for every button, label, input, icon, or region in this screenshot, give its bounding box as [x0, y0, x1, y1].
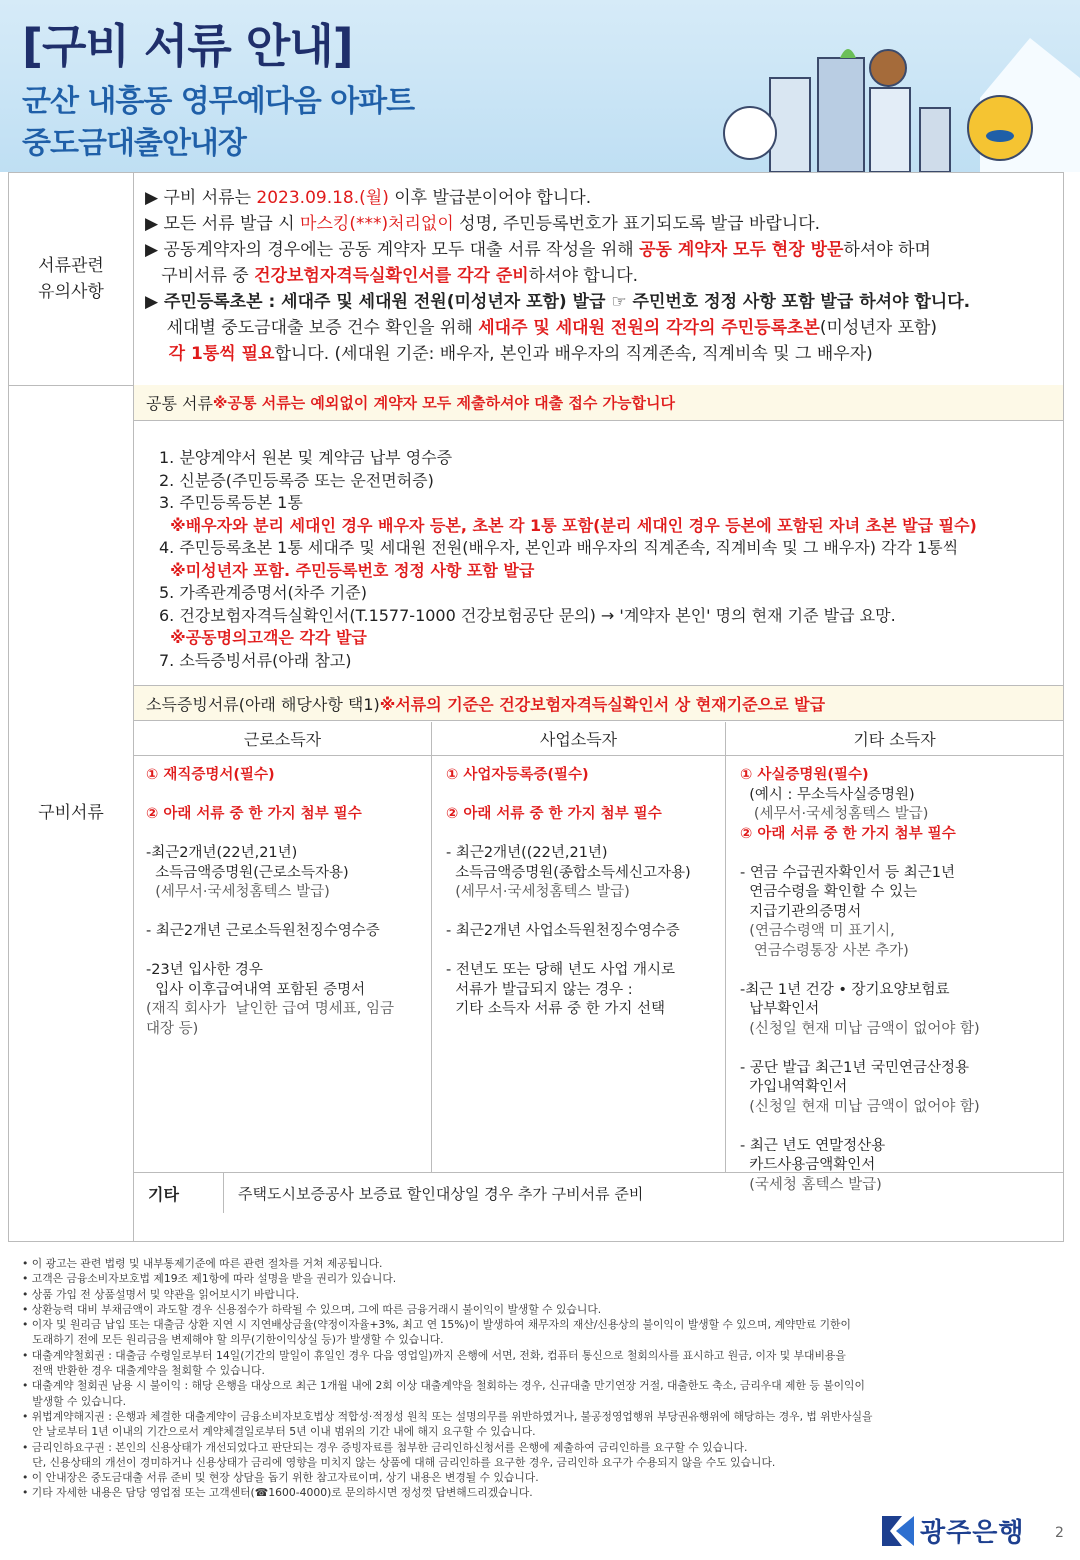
business-doc-line: ① 사업자등록증(필수) — [446, 767, 589, 783]
notice-line-6: 세대별 중도금대출 보증 건수 확인을 위해 세대주 및 세대원 전원의 각각의 주민등록초본(미성년자 포함) — [145, 318, 938, 338]
business-doc-line: 서류가 발급되지 않는 경우 : — [446, 981, 633, 998]
other-doc-line: 가입내역확인서 — [740, 1079, 848, 1095]
page-number: 2 — [1055, 1525, 1064, 1541]
common-doc-item: 1. 분양계약서 원본 및 계약금 납부 영수증 — [159, 448, 453, 467]
other-doc-line: (예시 : 무소득사실증명원) — [740, 786, 915, 803]
other-docs — [740, 766, 980, 1195]
common-docs-list — [159, 447, 977, 672]
business-doc-line — [446, 825, 691, 845]
footer-line: • 이 안내장은 중도금대출 서류 준비 및 현장 상담을 돕기 위한 참고자료이며, 상기 내용은 변경될 수 있습니다. — [22, 1471, 539, 1485]
etc-row — [134, 1173, 1063, 1213]
other-doc-line: (신청일 현재 미납 금액이 없어야 함) — [740, 1098, 980, 1115]
employee-doc-line: (세무서·국세청홈텍스 발급) — [146, 884, 330, 900]
employee-doc-line — [146, 942, 394, 962]
business-doc-line — [446, 942, 691, 962]
common-doc-item: 2. 신분증(주민등록증 또는 운전면허증) — [159, 470, 434, 490]
other-doc-line — [740, 961, 980, 981]
common-docs-bar: 공통 서류 ※공통 서류는 예외없이 계약자 모두 제출하셔야 대출 접수 가능합니다 — [134, 385, 1063, 421]
common-doc-item: ※미성년자 포함. 주민등록번호 정정 사항 포함 발급 — [159, 560, 535, 580]
footer-line: • 대출계약 철회권 남용 시 불이익 : 해당 은행을 대상으로 최근 1개월 내에 2회 이상 대출계약을 철회하는 경우, 신규대출 만기연장 거절, 대출한도 축소, 금리우대 제한 등 불이익이 — [22, 1379, 865, 1393]
employee-doc-line: -23년 입사한 경우 — [146, 962, 263, 978]
docs-row — [9, 385, 1063, 1241]
footer-line: 단, 신용상태의 개선이 경미하거나 신용상태가 금리에 영향을 미치지 않는 상품에 대해 금리인하를 요구한 경우, 금리인하 요구가 수용되지 않을 수도 있습니다. — [22, 1455, 776, 1469]
other-doc-line: 연금수령통장 사본 추가) — [740, 942, 909, 959]
income-docs-bar: 소득증빙서류(아래 해당사항 택1) ※서류의 기준은 건강보험자격득실확인서 상 현재기준으로 발급 — [134, 685, 1063, 721]
other-doc-line: - 연금 수급권자확인서 등 최근1년 — [740, 864, 955, 881]
other-doc-line: 지급기관의증명서 — [740, 903, 862, 920]
other-doc-line: (연금수령액 미 표기시, — [740, 923, 895, 939]
notice-line-4: 구비서류 중 건강보험자격득실확인서를 각각 준비하셔야 합니다. — [145, 266, 639, 286]
footer-line: • 금리인하요구권 : 본인의 신용상태가 개선되었다고 판단되는 경우 증빙자료를 첨부한 금리인하신청서를 은행에 제출하여 금리인하를 요구할 수 있습니다. — [22, 1440, 748, 1454]
employee-doc-line: ① 재직증명서(필수) — [146, 767, 275, 783]
employee-doc-line: 소득금액증명원(근로소득자용) — [146, 864, 349, 881]
employee-doc-line — [146, 903, 394, 923]
business-doc-line: ② 아래 서류 중 한 가지 첨부 필수 — [446, 806, 662, 822]
notice-line-5: ▶ 주민등록초본 : 세대주 및 세대원 전원(미성년자 포함) 발급 ☞ 주민번호 정정 사항 포함 발급 하셔야 합니다. — [145, 292, 971, 312]
disclaimer-footer — [22, 1256, 1022, 1501]
col-header-business: 사업소득자 — [432, 722, 726, 756]
business-doc-line: - 최근2개년 사업소득원천징수영수증 — [446, 923, 680, 939]
col-header-employee: 근로소득자 — [134, 722, 432, 756]
footer-line: • 상환능력 대비 부채금액이 과도할 경우 신용점수가 하락될 수 있으며, 그에 따른 금융거래시 불이익이 발생할 수 있습니다. — [22, 1302, 602, 1316]
common-doc-item: 3. 주민등록등본 1통 — [159, 493, 303, 512]
other-doc-line: 연금수령을 확인할 수 있는 — [740, 884, 918, 900]
business-doc-line: 기타 소득자 서류 중 한 가지 선택 — [446, 1001, 665, 1017]
other-doc-line — [740, 1039, 980, 1059]
employee-doc-line: (재직 회사가 날인한 급여 명세표, 임금 — [146, 1001, 395, 1017]
business-docs — [446, 766, 691, 1020]
other-doc-line: (신청일 현재 미납 금액이 없어야 함) — [740, 1020, 980, 1037]
other-doc-line: (세무서·국세청홈텍스 발급) — [740, 806, 929, 822]
notice-list — [145, 185, 970, 367]
other-doc-line: 카드사용금액확인서 — [740, 1157, 876, 1173]
common-doc-item: 7. 소득증빙서류(아래 참고) — [159, 650, 352, 670]
page-title: [구비 서류 안내] — [22, 19, 353, 73]
col-divider-2 — [725, 756, 726, 1172]
footer-line: • 상품 가입 전 상품설명서 및 약관을 읽어보시기 바랍니다. — [22, 1287, 300, 1301]
bank-logo — [882, 1512, 1024, 1549]
etc-text: 주택도시보증공사 보증료 할인대상일 경우 추가 구비서류 준비 — [238, 1184, 644, 1203]
footer-line: • 위법계약해지권 : 은행과 체결한 대출계약이 금융소비자보호법상 적합성·적정성 원칙 또는 설명의무를 위반하였거나, 불공정영업행위 부당권유행위에 해당하는 경우, 법 위반사실을 — [22, 1409, 873, 1423]
business-doc-line: - 전년도 또는 당해 년도 사업 개시로 — [446, 962, 675, 978]
notice-row — [9, 173, 1063, 386]
other-doc-line: ① 사실증명원(필수) — [740, 767, 869, 783]
footer-line: 발생할 수 있습니다. — [22, 1394, 127, 1408]
business-doc-line: 소득금액증명원(종합소득세신고자용) — [446, 864, 691, 881]
employee-docs — [146, 766, 394, 1039]
notice-line-2: ▶ 모든 서류 발급 시 마스킹(***)처리없이 성명, 주민등록번호가 표기되도록 발급 바랍니다. — [145, 214, 821, 234]
notice-label: 서류관련 유의사항 — [9, 173, 134, 385]
business-doc-line: (세무서·국세청홈텍스 발급) — [446, 884, 630, 900]
doc-subtitle: 중도금대출안내장 — [22, 126, 246, 161]
business-doc-line — [446, 786, 691, 806]
other-doc-line: (국세청 홈텍스 발급) — [740, 1176, 882, 1193]
col-divider-1 — [431, 756, 432, 1172]
apartment-name: 군산 내흥동 영무예다음 아파트 — [22, 84, 415, 119]
common-doc-item: ※배우자와 분리 세대인 경우 배우자 등본, 초본 각 1통 포함(분리 세대인 경우 등본에 포함된 자녀 초본 발급 필수) — [159, 515, 977, 535]
other-doc-line: ② 아래 서류 중 한 가지 첨부 필수 — [740, 825, 956, 842]
footer-line: • 고객은 금융소비자보호법 제19조 제1항에 따라 설명을 받을 권리가 있습니다. — [22, 1272, 397, 1286]
employee-doc-line: -최근2개년(22년,21년) — [146, 845, 298, 861]
notice-line-7: 각 1통씩 필요합니다. (세대원 기준: 배우자, 본인과 배우자의 직계존속, 직계비속 및 그 배우자) — [145, 344, 873, 364]
footer-line: 전액 반환한 경우 대출계약을 철회할 수 있습니다. — [22, 1364, 265, 1378]
common-doc-item: 6. 건강보험자격득실확인서(T.1577-1000 건강보험공단 문의) → '계약자 본인' 명의 현재 기준 발급 요망. — [159, 605, 896, 625]
bank-name: 광주은행 — [920, 1518, 1025, 1548]
employee-doc-line: 대장 등) — [146, 1020, 199, 1037]
mascot-city-illustration — [690, 18, 1080, 172]
docs-label: 구비서류 — [9, 385, 134, 1241]
employee-doc-line: ② 아래 서류 중 한 가지 첨부 필수 — [146, 806, 362, 822]
notice-line-1: ▶ 구비 서류는 2023.09.18.(월) 이후 발급분이어야 합니다. — [145, 188, 592, 208]
other-doc-line: -최근 1년 건강 • 장기요양보험료 — [740, 981, 950, 998]
employee-doc-line: - 최근2개년 근로소득원천징수영수증 — [146, 923, 380, 939]
notice-line-3: ▶ 공동계약자의 경우에는 공동 계약자 모두 대출 서류 작성을 위해 공동 계약자 모두 현장 방문하셔야 하며 — [145, 240, 931, 260]
common-doc-item: 5. 가족관계증명서(차주 기준) — [159, 583, 367, 602]
header-banner — [0, 0, 1080, 172]
document-table — [8, 172, 1064, 1242]
bank-logo-icon — [882, 1516, 914, 1546]
other-doc-line: - 최근 년도 연말정산용 — [740, 1137, 886, 1154]
etc-label: 기타 — [134, 1173, 224, 1213]
employee-doc-line — [146, 825, 394, 845]
common-doc-item: ※공동명의고객은 각각 발급 — [159, 628, 367, 647]
other-doc-line: - 공단 발급 최근1년 국민연금산정용 — [740, 1059, 969, 1076]
other-doc-line: 납부확인서 — [740, 1001, 820, 1017]
other-doc-line — [740, 844, 980, 864]
other-doc-line — [740, 1117, 980, 1137]
business-doc-line — [446, 903, 691, 923]
footer-line: • 이자 및 원리금 납입 또는 대출금 상환 지연 시 지연배상금율(약정이자율+3%, 최고 연 15%)이 발생하여 채무자의 재산/신용상의 불이익이 발생할 수 있으며, 계약만료 기한이 — [22, 1318, 851, 1332]
employee-doc-line: 입사 이후급여내역 포함된 증명서 — [146, 981, 366, 998]
footer-line: 도래하기 전에 모든 원리금을 변제해야 할 의무(기한이익상실 등)가 발생할 수 있습니다. — [22, 1333, 444, 1347]
income-columns — [134, 722, 1063, 1193]
col-header-other: 기타 소득자 — [726, 722, 1063, 756]
footer-line: • 대출계약철회권 : 대출금 수령일로부터 14일(기간의 말일이 휴일인 경우 다음 영업일)까지 은행에 서면, 전화, 컴퓨터 통신으로 철회의사를 표시하고 원금, 이자 및 부대비용을 — [22, 1348, 846, 1362]
business-doc-line: - 최근2개년((22년,21년) — [446, 845, 608, 861]
footer-line: 안 날로부터 1년 이내의 기간으로서 계약체결일로부터 5년 이내 범위의 기간 내에 해지 요구할 수 있습니다. — [22, 1425, 536, 1439]
employee-doc-line — [146, 786, 394, 806]
common-doc-item: 4. 주민등록초본 1통 세대주 및 세대원 전원(배우자, 본인과 배우자의 직계존속, 직계비속 및 그 배우자) 각각 1통씩 — [159, 538, 959, 557]
footer-line: • 기타 자세한 내용은 담당 영업점 또는 고객센터(☎1600-4000)로 문의하시면 정성껏 답변해드리겠습니다. — [22, 1486, 533, 1500]
footer-line: • 이 광고는 관련 법령 및 내부통제기준에 따른 관련 절차를 거쳐 제공됩니다. — [22, 1257, 383, 1270]
